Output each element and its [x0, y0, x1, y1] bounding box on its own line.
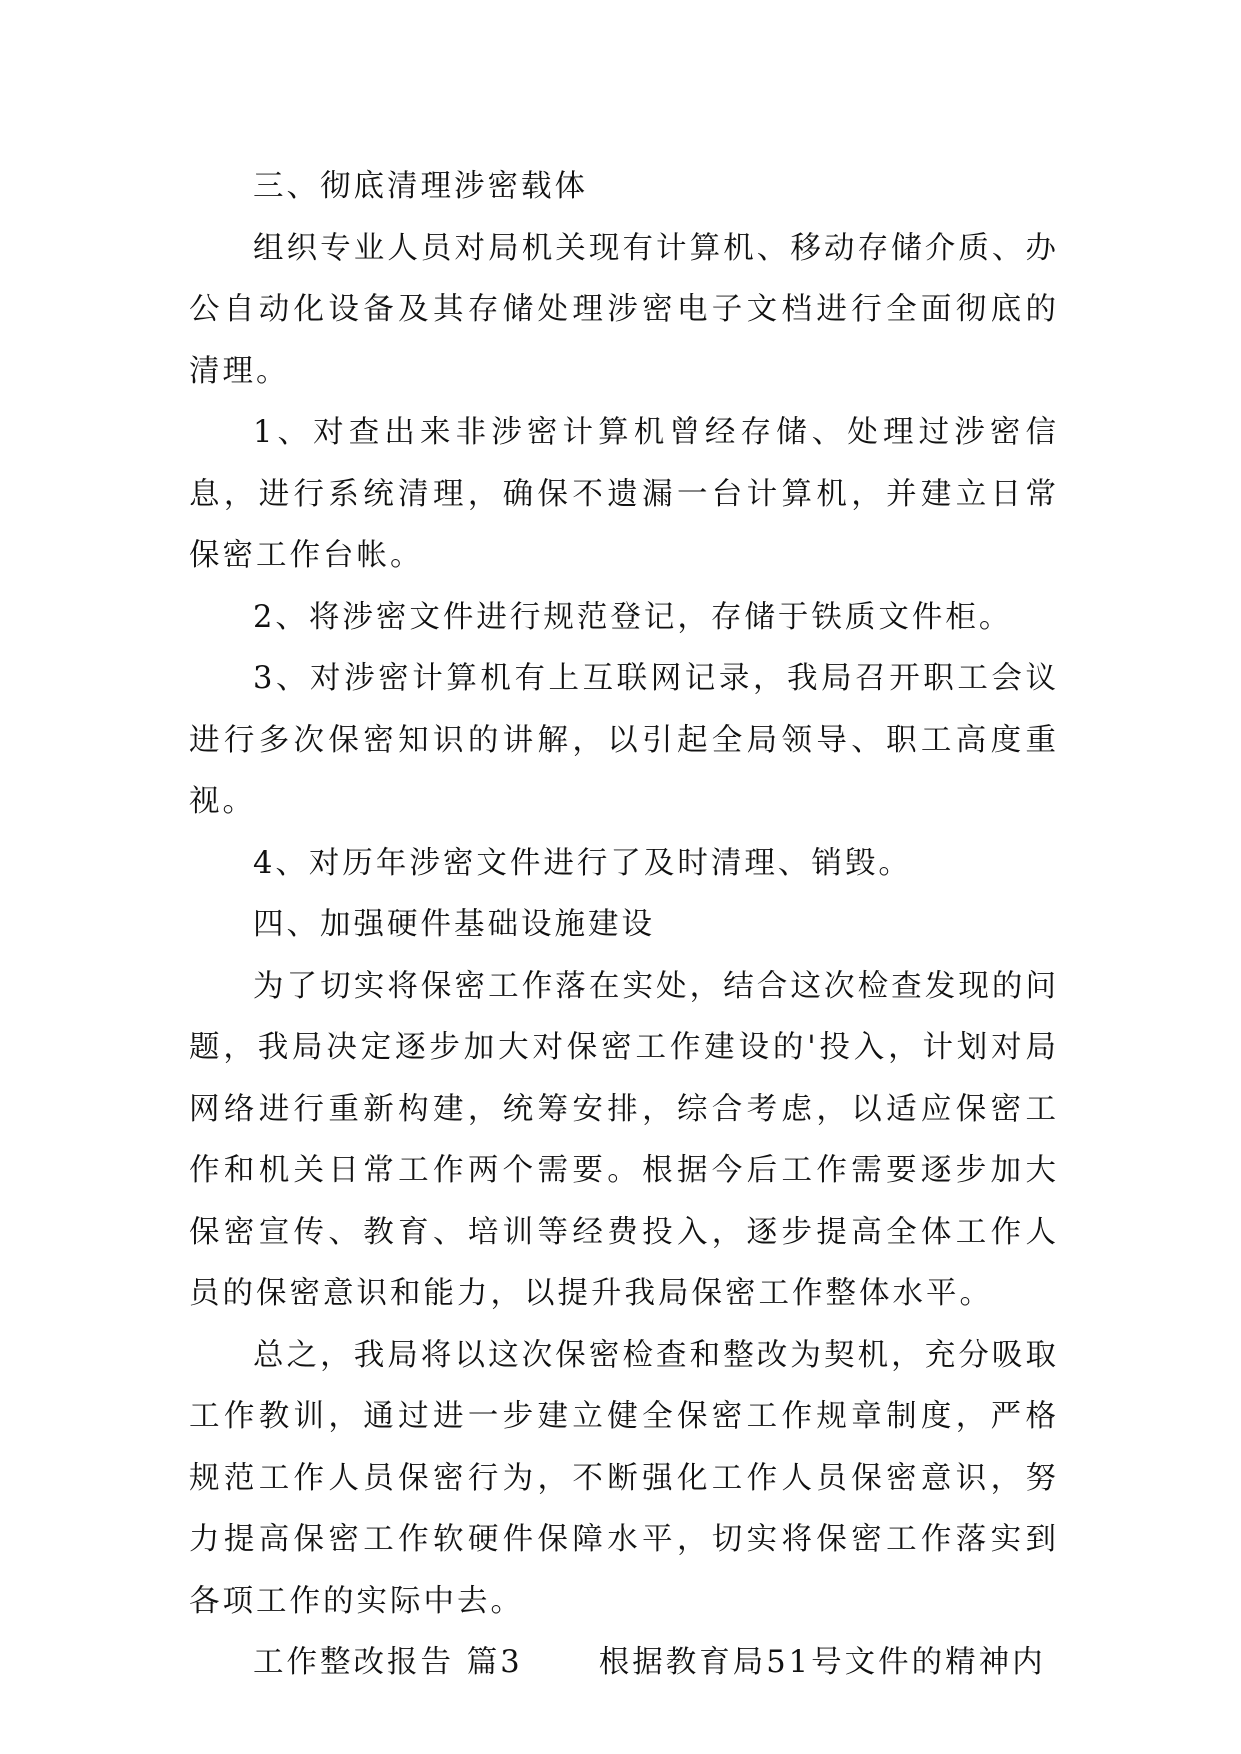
- conclusion-paragraph: 总之，我局将以这次保密检查和整改为契机，充分吸取工作教训，通过进一步建立健全保密工作规章制度，严格规范工作人员保密行为，不断强化工作人员保密意识，努力提高保密工作软硬件保障水平，切实将保密工作落实到各项工作的实际中去。: [189, 1337, 1059, 1619]
- list-item-2: 2、将涉密文件进行规范登记，存储于铁质文件柜。: [253, 599, 1013, 635]
- section-3-heading: 三、彻底清理涉密载体: [253, 169, 588, 204]
- document-body: [189, 156, 1059, 1694]
- list-item-4: 4、对历年涉密文件进行了及时清理、销毁。: [253, 845, 912, 881]
- next-section-title: 工作整改报告 篇3: [253, 1645, 523, 1680]
- list-item-1: 1、对查出来非涉密计算机曾经存储、处理过涉密信息，进行系统清理，确保不遗漏一台计算机，并建立日常保密工作台帐。: [189, 415, 1059, 573]
- next-section-body-start: 根据教育局51号文件的精神内: [598, 1645, 1046, 1680]
- list-item-3: 3、对涉密计算机有上互联网记录，我局召开职工会议进行多次保密知识的讲解，以引起全局领导、职工高度重视。: [189, 661, 1059, 819]
- next-section-line: [189, 1632, 1059, 1694]
- title-spacer: [523, 1645, 599, 1680]
- section-3-intro: 组织专业人员对局机关现有计算机、移动存储介质、办公自动化设备及其存储处理涉密电子文档进行全面彻底的清理。: [189, 230, 1059, 389]
- section-4-heading: 四、加强硬件基础设施建设: [253, 907, 655, 942]
- section-4-body: 为了切实将保密工作落在实处，结合这次检查发现的问题，我局决定逐步加大对保密工作建设的'投入，计划对局网络进行重新构建，统筹安排，综合考虑，以适应保密工作和机关日常工作两个需要。根据今后工作需要逐步加大保密宣传、教育、培训等经费投入，逐步提高全体工作人员的保密意识和能力，以提升我局保密工作整体水平。: [189, 968, 1059, 1311]
